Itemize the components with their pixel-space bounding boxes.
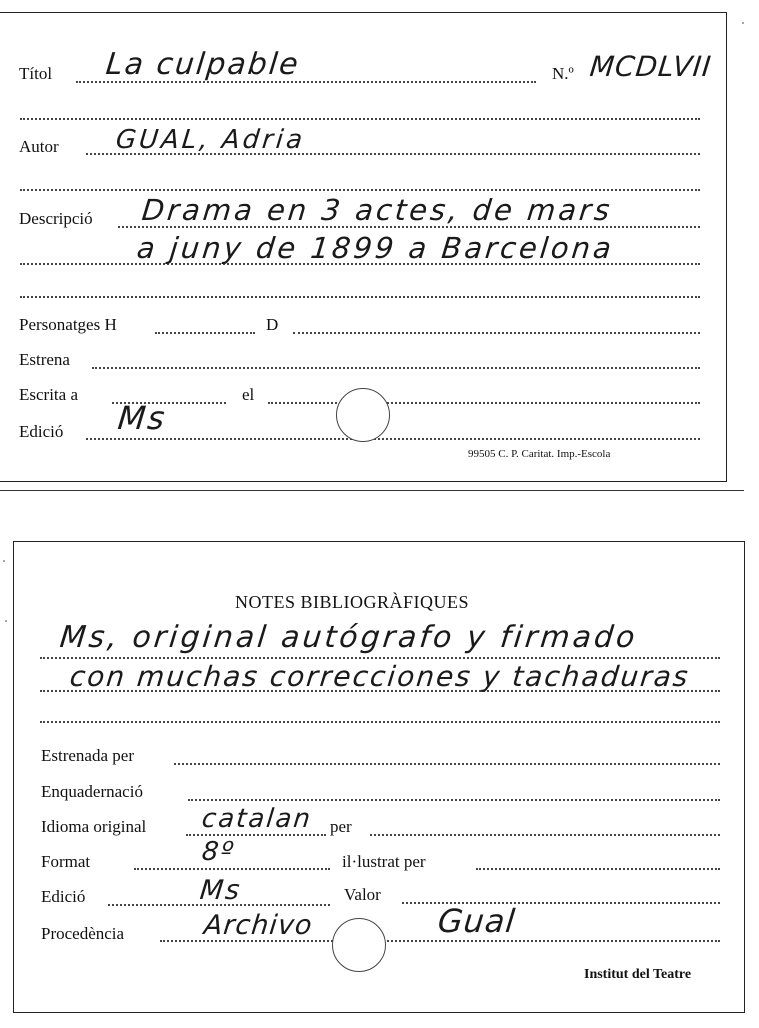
valor-label: Valor bbox=[344, 885, 381, 904]
blank-dotted-line bbox=[40, 721, 720, 723]
punch-hole bbox=[332, 918, 386, 972]
institution-imprint: Institut del Teatre bbox=[584, 967, 692, 982]
el-label: el bbox=[242, 385, 255, 404]
edicio-dotted-line bbox=[86, 438, 700, 440]
blank-dotted-line bbox=[20, 189, 700, 191]
notes-heading: NOTES BIBLIOGRÀFIQUES bbox=[235, 592, 470, 612]
numero-label: N.º bbox=[552, 64, 574, 83]
catalog-card-front bbox=[0, 12, 727, 482]
escrita-a-label: Escrita a bbox=[19, 385, 78, 404]
scan-speck bbox=[3, 560, 5, 562]
personatges-d-label: D bbox=[266, 315, 279, 334]
notes-dotted-line-1 bbox=[40, 657, 720, 659]
procedencia-value-1: Archivo bbox=[202, 910, 315, 941]
edicio-label: Edició bbox=[41, 887, 86, 906]
punch-hole bbox=[336, 388, 390, 442]
descripcio-value-line2: a juny de 1899 a Barcelona bbox=[135, 231, 616, 265]
edicio-label: Edició bbox=[19, 422, 64, 441]
scan-speck bbox=[5, 620, 7, 622]
enquadernacio-dotted-line bbox=[188, 799, 720, 801]
idioma-original-label: Idioma original bbox=[41, 817, 147, 836]
notes-line-2: con muchas correcciones y tachaduras bbox=[68, 660, 692, 693]
illustrat-per-dotted-line bbox=[476, 868, 720, 870]
printer-imprint: 99505 C. P. Caritat. Imp.-Escola bbox=[468, 448, 611, 460]
illustrat-per-label: il·lustrat per bbox=[342, 852, 426, 871]
per-label: per bbox=[330, 817, 352, 836]
blank-dotted-line bbox=[20, 296, 700, 298]
personatges-d-dotted-line bbox=[293, 332, 700, 334]
procedencia-label: Procedència bbox=[41, 924, 125, 943]
idioma-original-value: catalan bbox=[200, 804, 314, 834]
descripcio-value-line1: Drama en 3 actes, de mars bbox=[140, 193, 615, 227]
estrena-dotted-line bbox=[92, 367, 700, 369]
estrenada-per-dotted-line bbox=[174, 763, 720, 765]
idioma-original-dotted-line bbox=[186, 834, 326, 836]
format-value: 8º bbox=[200, 837, 237, 867]
autor-value: GUAL, Adria bbox=[114, 125, 307, 155]
estrenada-per-label: Estrenada per bbox=[41, 746, 134, 765]
autor-label: Autor bbox=[19, 137, 59, 156]
procedencia-value-2: Gual bbox=[436, 902, 518, 940]
titol-label: Títol bbox=[19, 64, 53, 83]
el-dotted-line bbox=[268, 402, 700, 404]
edicio-value: Ms bbox=[198, 875, 244, 906]
notes-line-1: Ms, original autógrafo y firmado bbox=[58, 620, 640, 655]
catalog-card-back bbox=[13, 541, 745, 1013]
format-label: Format bbox=[41, 852, 91, 871]
estrena-label: Estrena bbox=[19, 350, 70, 369]
enquadernacio-label: Enquadernació bbox=[41, 782, 143, 801]
per-dotted-line bbox=[370, 834, 720, 836]
format-dotted-line bbox=[134, 868, 330, 870]
personatges-h-label: Personatges H bbox=[19, 315, 117, 334]
card-separator-line bbox=[0, 490, 744, 491]
blank-dotted-line bbox=[20, 118, 700, 120]
descripcio-label: Descripció bbox=[19, 209, 93, 228]
edicio-value: Ms bbox=[116, 399, 169, 437]
titol-value: La culpable bbox=[104, 47, 302, 82]
numero-value: MCDLVII bbox=[588, 50, 714, 83]
scan-speck bbox=[742, 22, 744, 24]
personatges-h-dotted-line bbox=[155, 332, 255, 334]
